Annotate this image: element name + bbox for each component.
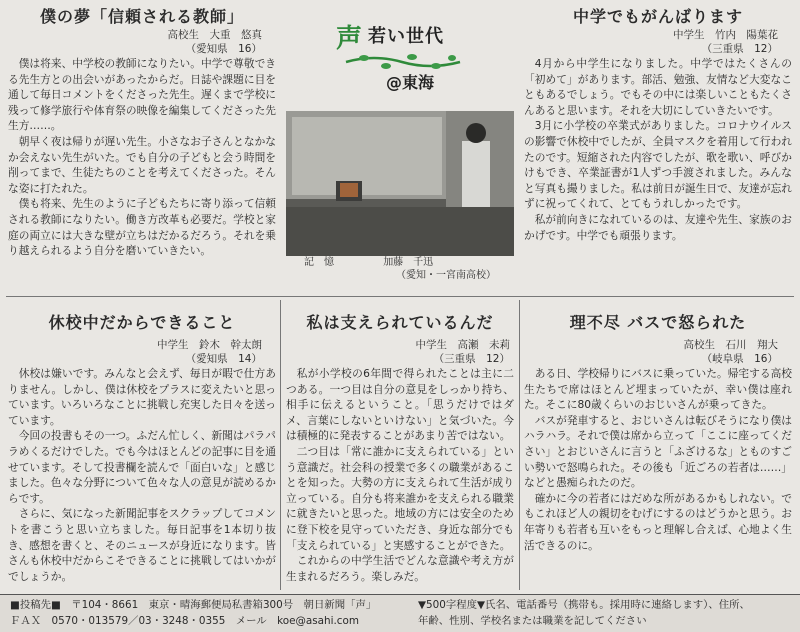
article-byline bbox=[8, 338, 276, 366]
author-location: （岐阜県 16） bbox=[701, 353, 778, 365]
photo-caption bbox=[286, 256, 514, 282]
submission-footer bbox=[0, 594, 800, 632]
article-teacher-dream bbox=[8, 6, 276, 259]
article-paragraph: 僕も将来、先生のように子どもたちに寄り添って信頼される教師になりたい。働き方改革も必要だ。学校と家庭の両立には大きな壁が立ちはだかるだろう。それを乗り越えられるよう自分を磨いていきたい。 bbox=[8, 197, 276, 258]
article-byline bbox=[524, 338, 792, 366]
vine-decoration-icon bbox=[344, 50, 462, 72]
author-name: 中学生 鈴木 幹太朗 bbox=[157, 339, 262, 351]
author-name: 中学生 竹内 陽葉花 bbox=[673, 29, 778, 41]
article-bus bbox=[524, 312, 792, 553]
footer-postal: ■投稿先■ 〒104・8661 東京・晴海郵便局私書箱300号 朝日新聞「声」 bbox=[10, 599, 377, 611]
article-paragraph: 休校は嫌いです。みんなと会えず、毎日が暇で仕方ありません。しかし、僕は休校をプラスに変えたいと思っています。いろいろなことに挑戦し充実した日々を送っています。 bbox=[8, 367, 276, 427]
author-location: （愛知県 14） bbox=[185, 353, 262, 365]
column-divider bbox=[280, 300, 281, 590]
author-location: （愛知県 16） bbox=[185, 43, 262, 55]
article-paragraph: ある日、学校帰りにバスに乗っていた。帰宅する高校生たちで席はほとんど埋まっていたが、幸い僕は座れた。そこに80歳くらいのおじいさんが乗ってきた。 bbox=[524, 367, 792, 412]
classroom-image-icon bbox=[286, 111, 514, 256]
article-junior-high bbox=[524, 6, 792, 243]
author-name: 高校生 石川 翔大 bbox=[683, 339, 778, 351]
article-paragraph: 3月に小学校の卒業式がありました。コロナウイルスの影響で休校中でしたが、全員マスクを着用して行われたのです。短縮された内容でしたが、歌を歌い、呼びかけもでき、卒業証書が1人ずつ手渡されました。みんなと写真も撮りました。私は前日が誕生日で、友達が忘れずに祝ってくれて、とてもうれしかったです。 bbox=[524, 119, 792, 211]
article-paragraph: 今回の投書もその一つ。ふだん忙しく、新聞はパラパラめくるだけでした。でも今はほとんどの記事に目を通せています。そして投書欄を読んで「面白いな」と感じました。色々な分野について色々な人の意見が読めるからです。 bbox=[8, 429, 276, 505]
article-title: 理不尽 バスで怒られた bbox=[569, 313, 747, 332]
article-byline bbox=[286, 338, 514, 366]
footer-address bbox=[10, 597, 410, 629]
article-paragraph: 私が小学校の6年間で得られたことは主に二つある。一つ目は自分の意見をしっかり持ち、相手に伝えるということ。「思うだけではダメ、言葉にしないといけない」と気づいた。今は積極的に発表することがあまり苦ではない。 bbox=[286, 367, 514, 443]
logo-title: 若い世代 bbox=[368, 26, 444, 47]
article-paragraph: 二つ目は「常に誰かに支えられている」という意識だ。社会科の授業で多くの職業があることを知った。大勢の方に支えられて生活が成り立っている。自分も将来誰かを支えられる職業に就きたいと思った。地域の方には安全のために登下校を見守っていただき、身近な部分でも「支えられている」と実感することができた。 bbox=[286, 444, 514, 552]
article-paragraph: さらに、気になった新聞記事をスクラップしてコメントを書こうと思い立ちました。毎日記事を1本切り抜き、感想を書くと、そのニュースが身近になります。皆さんも休校中だからこそできることに挑戦してはいかがでしょうか。 bbox=[8, 507, 276, 583]
author-location: （三重県 12） bbox=[701, 43, 778, 55]
caption-author: 加藤 千迅 bbox=[383, 257, 434, 268]
article-school-closure bbox=[8, 312, 276, 584]
article-paragraph: 確かに今の若者にはだめな所があるかもしれない。でもこれほど人の親切をむげにするのはどうかと思う。お年寄りも若者も互いをもっと理解し合えば、心地よく生活できるのに。 bbox=[524, 491, 792, 552]
article-title: 私は支えられているんだ bbox=[306, 313, 494, 332]
logo-koe-mark: 声 bbox=[336, 24, 363, 54]
footer-guideline-1: ▼500字程度▼氏名、電話番号（携帯も。採用時に連絡します）、住所、 bbox=[418, 599, 750, 611]
caption-label: 記 憶 bbox=[304, 257, 334, 268]
classroom-photo bbox=[286, 111, 514, 256]
footer-guideline-2: 年齢、性別、学校名または職業を記してください bbox=[418, 615, 647, 627]
article-supported bbox=[286, 312, 514, 584]
article-title: 休校中だからできること bbox=[48, 313, 236, 332]
row-divider bbox=[6, 296, 794, 297]
footer-contact: ＦＡＸ 0570・013579／03・3248・0355 メール koe@asahi.com bbox=[10, 615, 359, 627]
article-paragraph: 私が前向きになれているのは、友達や先生、家族のおかげです。中学でも頑張ります。 bbox=[524, 212, 792, 242]
author-name: 中学生 高瀬 未莉 bbox=[415, 339, 510, 351]
author-name: 高校生 大重 悠真 bbox=[167, 29, 262, 41]
caption-location: （愛知・一宮南高校） bbox=[396, 270, 496, 281]
article-paragraph: これからの中学生活でどんな意識や考え方が生まれるだろう。楽しみだ。 bbox=[286, 554, 514, 583]
article-paragraph: 4月から中学生になりました。中学ではたくさんの「初めて」があります。部活、勉強、友情など大変なこともあるでしょう。でもその中には楽しいこともたくさんあると思います。それを大切にしていきたいです。 bbox=[524, 57, 792, 117]
footer-guidelines bbox=[418, 597, 794, 629]
article-byline bbox=[8, 28, 276, 56]
column-divider bbox=[519, 300, 520, 590]
article-paragraph: 朝早く夜は帰りが遅い先生。小さなお子さんとなかなか会えない先生がいた。でも自分の子どもと会う時間を削ってまで、生徒たちのことを考えてくださった。そんな姿に打たれた。 bbox=[8, 134, 276, 195]
article-paragraph: 僕は将来、中学校の教師になりたい。中学で尊敬できる先生方との出会いがあったからだ。日誌や課題に目を通して毎日コメントをくださった先生。遅くまで学校に残って修学旅行や体育祭の映像を編集してくださった先生方……。 bbox=[8, 57, 276, 133]
logo-region: @東海 bbox=[386, 73, 435, 92]
article-byline bbox=[524, 28, 792, 56]
author-location: （三重県 12） bbox=[433, 353, 510, 365]
article-title: 僕の夢「信頼される教師」 bbox=[39, 7, 244, 26]
section-logo bbox=[336, 18, 464, 98]
article-paragraph: バスが発車すると、おじいさんは転びそうになり僕はハラハラ。それで僕は席から立って「ここに座ってください」とおじいさんに言うと「ふざけるな」とものすごい勢いで怒鳴られた。その後も「近ごろの若者は……」などと愚痴られたのだ。 bbox=[524, 413, 792, 490]
article-title: 中学でもがんばります bbox=[572, 7, 743, 26]
